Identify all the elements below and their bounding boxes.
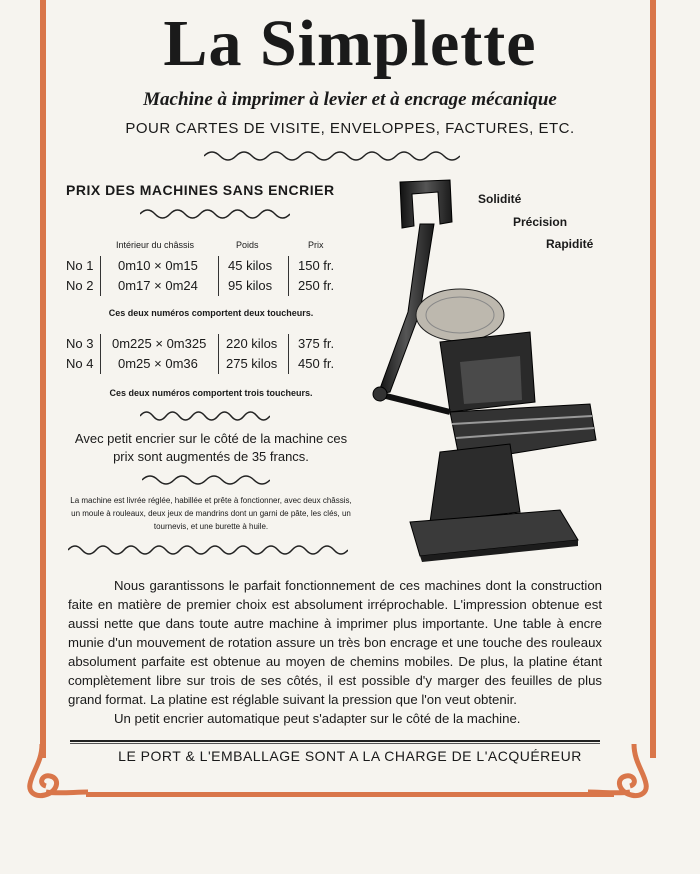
chassis-size: 0m17 × 0m24: [118, 278, 198, 293]
delivery-notice: La machine est livrée réglée, habillée et prête à fonctionner, avec deux châssis, un moule à rouleaux, deux jeux de mandrins dont un garni de pâte, les clés, un tournevis, et une burette à huile.: [70, 496, 352, 531]
description-paragraph: Nous garantissons le parfait fonctionnement de ces machines dont la construction faite en matière de premier choix est absolument irréprochable. L'impression obtenue est aussi nette que dans toute autre machine à imprimer plus importante. Une table à encre munie d'un mouvement de rotation assure un très bon encrage et une touche des rouleaux absolument parfaite est obtenue au moyen de chemins mobiles. De plus, la platine étant complètement libre sur trois de ses côtés, il est possible d'y marger des feuilles de plus grand format. La platine est réglable suivant la pression que l'on veut obtenir.: [68, 578, 602, 707]
weight: 220 kilos: [226, 336, 278, 351]
toucheurs-note: Ces deux numéros comportent trois toucheurs.: [109, 388, 313, 398]
column-divider: [288, 334, 289, 374]
divider-ornament: [142, 474, 270, 486]
price-row: [66, 258, 356, 278]
quality-label: Rapidité: [546, 237, 594, 251]
model-number: No 2: [66, 278, 94, 293]
weight: 45 kilos: [228, 258, 273, 273]
column-divider: [100, 334, 101, 374]
chassis-size: 0m25 × 0m36: [118, 356, 198, 371]
quality-label: Solidité: [478, 192, 522, 206]
chassis-size: 0m225 × 0m325: [112, 336, 207, 351]
column-divider: [288, 256, 289, 296]
bottom-border: [86, 792, 614, 797]
divider-ornament: [204, 150, 460, 162]
chassis-size: 0m10 × 0m15: [118, 258, 198, 273]
price-row: [66, 356, 356, 376]
column-divider: [218, 256, 219, 296]
price-row: [66, 278, 356, 298]
page-title: La Simplette: [163, 7, 537, 80]
model-number: No 4: [66, 356, 94, 371]
quality-label: Précision: [513, 215, 568, 229]
right-border: [650, 0, 656, 758]
divider-ornament: [140, 208, 290, 220]
column-header-poids: Poids: [236, 240, 259, 250]
weight: 95 kilos: [228, 278, 273, 293]
toucheurs-note: Ces deux numéros comportent deux toucheurs.: [108, 308, 314, 318]
divider-ornament: [68, 544, 348, 556]
price: 375 fr.: [298, 336, 335, 351]
price: 150 fr.: [298, 258, 335, 273]
prices-title: PRIX DES MACHINES SANS ENCRIER: [66, 182, 335, 198]
left-border: [40, 0, 46, 758]
price: 250 fr.: [298, 278, 335, 293]
page-subtitle: Machine à imprimer à levier et à encrage mécanique: [143, 89, 557, 110]
column-header-prix: Prix: [308, 240, 324, 250]
price: 450 fr.: [298, 356, 335, 371]
divider-ornament: [140, 410, 270, 422]
footer-text: LE PORT & L'EMBALLAGE SONT A LA CHARGE DE L'ACQUÉREUR: [118, 748, 582, 764]
description-text: [68, 576, 602, 728]
footer-rule: [70, 743, 600, 744]
page-subline: POUR CARTES DE VISITE, ENVELOPPES, FACTURES, ETC.: [125, 120, 575, 137]
weight: 275 kilos: [226, 356, 278, 371]
column-header-chassis: Intérieur du châssis: [116, 240, 195, 250]
description-paragraph: Un petit encrier automatique peut s'adapter sur le côté de la machine.: [114, 711, 521, 726]
column-divider: [218, 334, 219, 374]
column-divider: [100, 256, 101, 296]
footer-rule: [70, 740, 600, 742]
model-number: No 1: [66, 258, 94, 273]
printing-press-illustration: [360, 172, 605, 562]
encrier-notice: Avec petit encrier sur le côté de la machine ces prix sont augmentés de 35 francs.: [74, 431, 348, 464]
model-number: No 3: [66, 336, 94, 351]
price-row: [66, 336, 356, 356]
